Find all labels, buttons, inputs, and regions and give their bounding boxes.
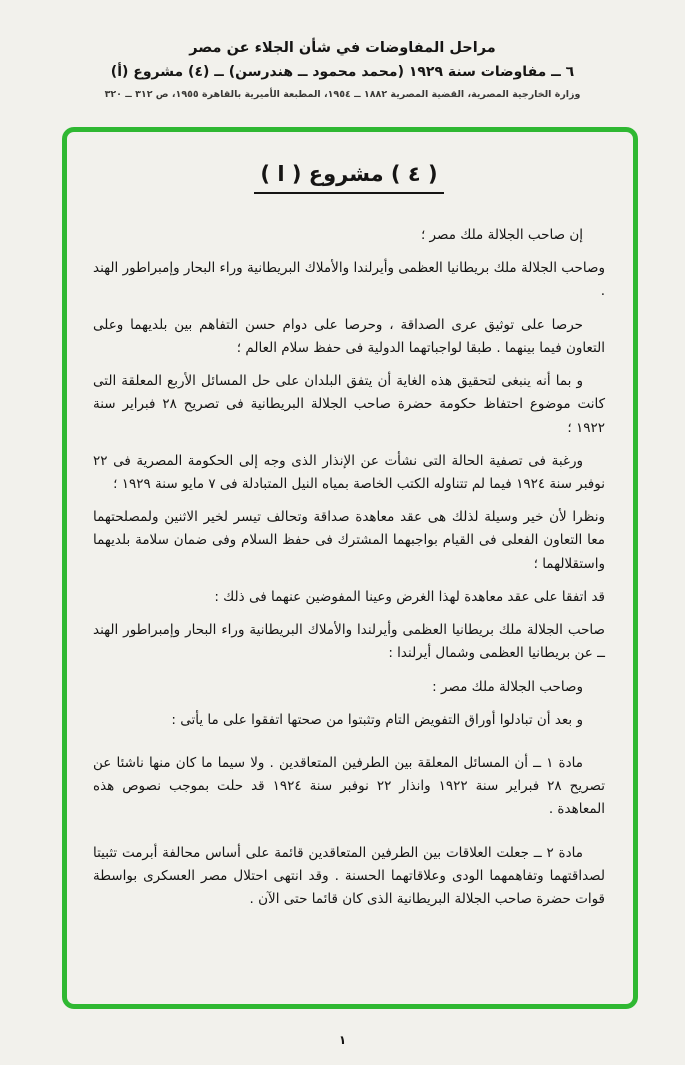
paragraph-preamble-king-britain: وصاحب الجلالة ملك بريطانيا العظمى وأيرلندا والأملاك البريطانية وراء البحار وإمبراطور الهند . (93, 260, 605, 300)
paragraph-treaty-rationale: ونظرا لأن خير وسيلة لذلك هى عقد معاهدة صداقة وتحالف تيسر لخير الاثنين ولمصلحتهما معا التعاون الفعلى فى القيام بواجبهما المشترك فى حفظ السلام وفى ضمان سلامة بلديهما واستقلالهما ؛ (93, 509, 605, 572)
paragraph-article-1: مادة ١ ــ أن المسائل المعلقة بين الطرفين المتعاقدين . ولا سيما ما كان منها ناشئا عن تصريح ٢٨ فبراير سنة ١٩٢٢ وانذار ٢٢ نوفبر سنة ١٩٢٤ قد حلت بموجب نصوص هذه المعاهدة . (93, 754, 605, 818)
paragraph-agreement-to-conclude: قد اتفقا على عقد معاهدة لهذا الغرض وعينا المفوضين عنهما فى ذلك : (214, 588, 605, 605)
paragraph-credentials-exchanged: و بعد أن تبادلوا أوراق التفويض التام وتثبتوا من صحتها اتفقوا على ما يأتى : (171, 711, 583, 728)
document-body (93, 224, 605, 911)
page-number: ١ (338, 1033, 347, 1047)
document-header-title: مراحل المفاوضات في شأن الجلاء عن مصر (189, 40, 496, 56)
document-header-subtitle: ٦ ــ مفاوضات سنة ١٩٢٩ (محمد محمود ــ هندرسن) ــ (٤) مشروع (أ) (110, 64, 575, 80)
paragraph-preamble-king-egypt: إن صاحب الجلالة ملك مصر ؛ (420, 227, 583, 243)
document-title-wrap (93, 162, 605, 194)
document-header (0, 0, 685, 100)
paragraph-four-reserved-questions: و بما أنه ينبغى لتحقيق هذه الغاية أن يتفق البلدان على حل المسائل الأربع المعلقة التى كانت موضوع احتفاظ حكومة حضرة صاحب الجلالة البريطانية فى تصريح ٢٨ فبراير سنة ١٩٢٢ ؛ (93, 373, 605, 436)
paragraph-1924-ultimatum: ورغبة فى تصفية الحالة التى نشأت عن الإنذار الذى وجه إلى الحكومة المصرية فى ٢٢ نوفبر سنة ١٩٢٤ فيما لم تتناوله الكتب الخاصة بمياه النيل المتبادلة فى ٧ مايو سنة ١٩٢٩ ؛ (93, 452, 605, 492)
document-title: ( ٤ ) مشروع ( ا ) (254, 162, 443, 194)
green-annotation-box (62, 127, 638, 1009)
paragraph-plenipotentiary-egypt: وصاحب الجلالة ملك مصر : (432, 678, 583, 695)
document-source-citation: وزارة الخارجية المصرية، القضية المصرية ١٨٨٢ ــ ١٩٥٤، المطبعة الأميرية بالقاهرة ١٩٥٥، ص ٣١٢ ــ ٣٢٠ (104, 89, 581, 100)
paragraph-friendship-intent: حرصا على توثيق عرى الصداقة ، وحرصا على دوام حسن التفاهم بين بلديهما وعلى التعاون فيما بينهما . طبقا لواجباتهما الدولية فى حفظ سلام العالم ؛ (93, 316, 605, 356)
paragraph-article-2: مادة ٢ ــ جعلت العلاقات بين الطرفين المتعاقدين قائمة على أساس محالفة أبرمت تثبيتا لصداقتهما وتفاهمهما الودى وعلاقاتهما الحسنة . وقد انتهى احتلال مصر العسكرى بواسطة قوات حضرة صاحب الجلالة البريطانية الذى كان قائما حتى الآن . (93, 844, 605, 908)
paragraph-plenipotentiary-britain: صاحب الجلالة ملك بريطانيا العظمى وأيرلندا والأملاك البريطانية وراء البحار وإمبراطور الهند ــ عن بريطانيا العظمى وشمال أيرلندا : (93, 622, 605, 662)
